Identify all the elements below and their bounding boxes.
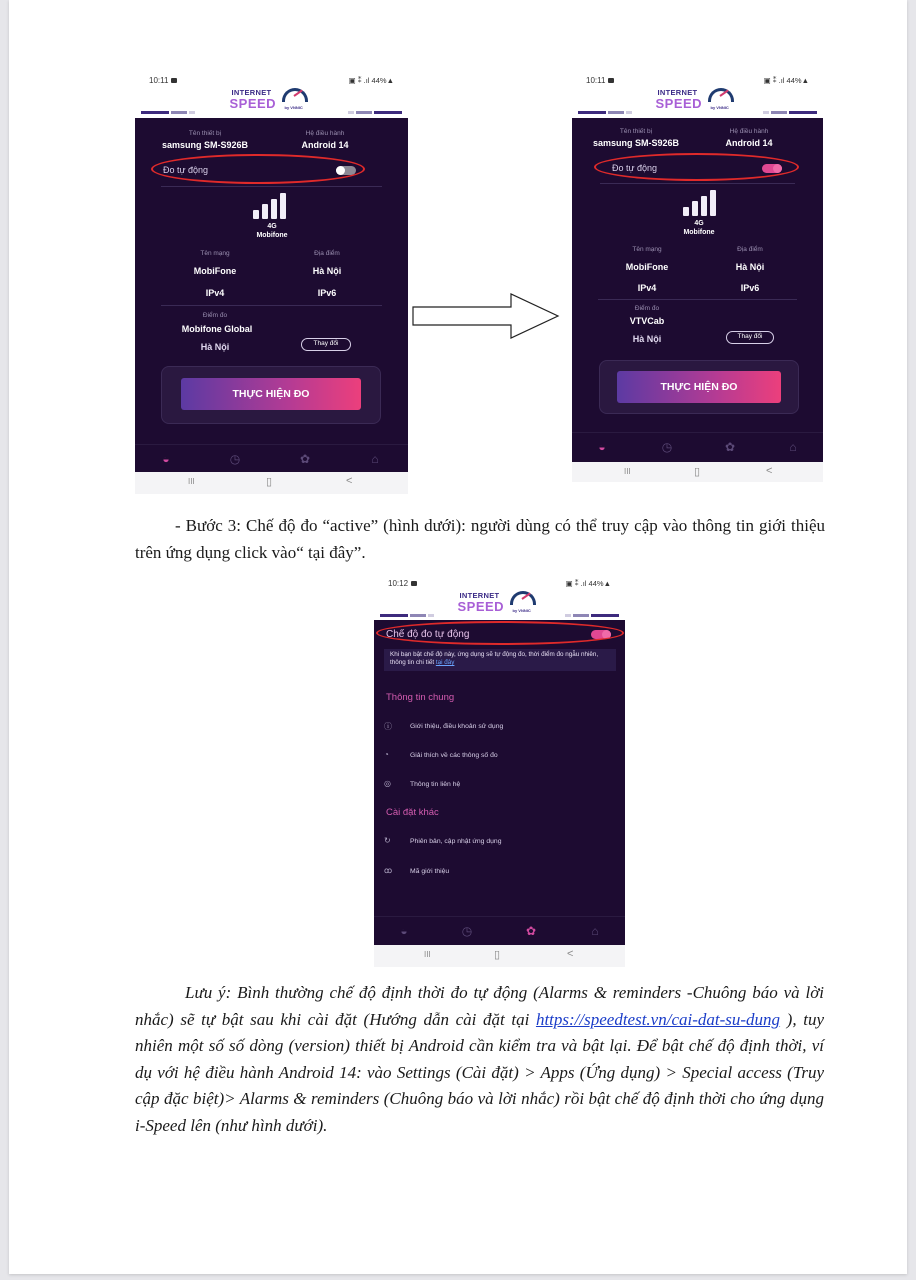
page-indicator-left [141,111,196,114]
network-name-value: MobiFone [625,262,669,272]
contact-icon: ◎ [384,779,391,788]
auto-mode-info: Khi bạn bật chế độ này, ứng dụng sẽ tự động đo, thời điểm đo ngẫu nhiên, thông tin chi tiết tại đây [384,649,616,671]
app-logo: INTERNET SPEED by VNNIC [222,86,322,114]
device-value: samsung SM-S926B [161,140,249,150]
status-time: 10:11 [149,76,177,85]
network-type: 4G [267,223,277,230]
app-logo: INTERNET SPEED by VNNIC [648,86,748,114]
android-nav-bar [374,945,625,967]
speedometer-icon[interactable]: ◒ [400,924,408,938]
device-label: Tên thiết bị [619,128,653,135]
status-bar [135,72,408,86]
auto-measure-label: Đo tự động [163,165,209,175]
right-arrow-icon [412,293,560,339]
highlight-ellipse [376,621,624,645]
clock-icon[interactable]: ◷ [229,452,241,466]
gear-icon[interactable]: ✿ [525,924,537,938]
menu-item-metrics-explain[interactable]: ◔ Giải thích về các thông số đo [384,750,498,759]
start-measure-button[interactable]: THỰC HIỆN ĐO [617,371,781,403]
menu-item-referral-code[interactable]: ꝏ Mã giới thiệu [384,866,450,875]
os-value: Android 14 [301,140,349,150]
clock-icon[interactable]: ◷ [661,440,673,454]
status-icons: ▣ ⁑ .ıl 44%▲ [565,579,611,588]
signal-strength-icon [683,190,723,216]
app-screen [572,118,823,462]
ipv4-label: IPv4 [205,288,225,298]
status-bar [572,72,823,86]
os-label: Hệ điều hành [729,128,769,135]
server-label: Điểm đo [202,312,228,319]
settings-screen [374,620,625,945]
server-label: Điểm đo [634,305,660,312]
server-name: VTVCab [629,316,665,326]
menu-item-contact[interactable]: ◎ Thông tin liên hệ [384,779,461,788]
change-server-button[interactable]: Thay đổi [726,331,774,344]
bell-icon[interactable]: ⌂ [789,440,797,454]
refresh-icon: ↻ [384,836,391,845]
server-name: Mobifone Global [181,324,253,334]
android-nav-bar [572,462,823,482]
page-indicator-left [578,111,633,114]
home-button[interactable]: ▯ [494,949,501,961]
ipv4-label: IPv4 [637,283,657,293]
phone-screenshot-auto-off [135,72,408,494]
home-button[interactable]: ▯ [694,466,701,478]
status-bar [374,575,625,589]
highlight-ellipse [594,153,799,181]
section-general-title: Thông tin chung [386,692,455,703]
android-nav-bar [135,472,408,494]
location-label: Địa điểm [314,250,340,257]
menu-item-intro-terms[interactable]: ⓘ Giới thiệu, điều khoản sử dụng [384,722,504,731]
status-time: 10:11 [586,76,614,85]
bottom-tab-bar [374,920,625,944]
page-indicator-right [762,111,817,114]
gear-icon[interactable]: ✿ [299,452,311,466]
ipv6-label: IPv6 [740,283,760,293]
auto-measure-label: Đo tự động [612,163,658,173]
carrier-name: Mobifone [256,232,288,239]
device-label: Tên thiết bị [188,130,222,137]
network-name-label: Tên mạng [632,246,662,253]
carrier-name: Mobifone [683,229,715,236]
signal-strength-icon [253,193,293,219]
back-button[interactable]: < [766,465,773,477]
highlight-ellipse [151,154,365,184]
recents-button[interactable]: III [624,467,631,476]
change-server-button[interactable]: Thay đổi [301,338,351,351]
details-link[interactable]: tại đây [435,659,455,666]
home-button[interactable]: ▯ [266,476,273,488]
location-label: Địa điểm [737,246,763,253]
status-icons: ▣ ⁑ .ıl 44%▲ [763,76,809,85]
gauge-icon: ◔ [384,750,389,759]
os-value: Android 14 [725,138,773,148]
network-name-value: MobiFone [193,266,237,276]
app-header [374,589,625,619]
auto-mode-label: Chế độ đo tự động [386,629,470,640]
menu-item-version-update[interactable]: ↻ Phiên bản, cập nhật ứng dụng [384,836,502,845]
app-logo: INTERNET SPEED by VNNIC [450,589,550,617]
section-other-title: Cài đặt khác [386,807,439,818]
os-label: Hệ điều hành [305,130,345,137]
measure-card [599,360,799,414]
gear-icon[interactable]: ✿ [724,440,736,454]
bell-icon[interactable]: ⌂ [371,452,379,466]
install-guide-link[interactable]: https://speedtest.vn/cai-dat-su-dung [535,1009,781,1029]
step-3-paragraph: - Bước 3: Chế độ đo “active” (hình dưới): người dùng có thể truy cập vào thông tin giới thiệu trên ứng dụng click vào“ tại đây”. [135,516,825,562]
app-header [135,86,408,116]
users-icon: ꝏ [384,866,393,875]
clock-icon[interactable]: ◷ [461,924,473,938]
speedometer-icon[interactable]: ◒ [598,440,606,454]
back-button[interactable]: < [567,948,574,960]
phone-screenshot-settings [374,575,625,967]
device-value: samsung SM-S926B [592,138,680,148]
phone-screenshot-auto-on [572,72,823,482]
info-icon: ⓘ [384,722,392,731]
status-time: 10:12 [388,579,417,588]
app-header [572,86,823,116]
app-screen [135,118,408,472]
location-value: Hà Nội [312,266,342,276]
speedometer-icon[interactable]: ◒ [162,452,170,466]
network-type: 4G [694,220,704,227]
measure-card [161,366,381,424]
location-value: Hà Nội [735,262,765,272]
start-measure-button[interactable]: THỰC HIỆN ĐO [181,378,361,410]
bottom-tab-bar [572,436,823,460]
bottom-tab-bar [135,448,408,472]
note-paragraph: Lưu ý: Bình thường chế độ định thời đo tự động (Alarms & reminders -Chuông báo và lời nhắc) sẽ tự bật sau khi cài đặt (Hướng dẫn cài đặt tại https://speedtest.vn/cai-dat-su-dung ), tuy nhiên một số số dòng (version) thiết bị Android cần kiểm tra và bật lại. Để bật chế độ định thời, ví dụ với hệ điều hành Android 14: vào Settings (Cài đặt) > Apps (Ứng dụng) > Special access (Truy cập đặc biệt)> Alarms & reminders (Chuông báo và lời nhắc) rồi bật chế độ định thời cho ứng dụng i-Speed lên (như hình dưới). [135,983,824,1135]
server-location: Hà Nội [632,334,662,344]
page-indicator-right [564,614,619,617]
page-indicator-left [380,614,435,617]
bell-icon[interactable]: ⌂ [591,924,599,938]
page-indicator-right [347,111,402,114]
server-location: Hà Nội [200,342,230,352]
status-icons: ▣ ⁑ .ıl 44%▲ [348,76,394,85]
recents-button[interactable]: III [424,950,431,959]
ipv6-label: IPv6 [317,288,337,298]
network-name-label: Tên mạng [200,250,230,257]
back-button[interactable]: < [346,475,353,487]
recents-button[interactable]: III [188,477,195,486]
